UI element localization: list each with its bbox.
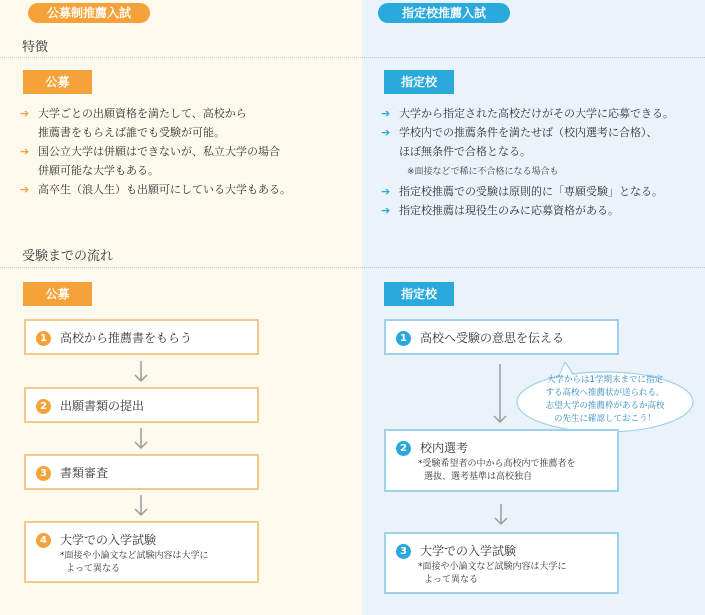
note-line: よって異なる	[66, 564, 121, 574]
arrow-down-icon	[494, 504, 508, 526]
step-label: 書類審査	[60, 466, 109, 480]
bubble-text	[522, 374, 688, 426]
arrow-right-icon: ➔	[381, 126, 391, 139]
arrow-right-icon: ➔	[381, 107, 391, 120]
feature-note: ※面接などで稀に不合格になる場合も	[407, 167, 559, 177]
bubble-line: 志望大学の推薦枠があるか高校	[545, 401, 665, 411]
step-number: 1	[396, 331, 411, 346]
kobo-features-list	[20, 104, 350, 199]
kobo-header-tab: 公募制推薦入試	[28, 3, 150, 23]
step-note	[418, 561, 567, 587]
arrow-right-icon: ➔	[381, 204, 391, 217]
step-label: 出願書類の提出	[60, 399, 145, 413]
list-item	[20, 123, 350, 142]
kobo-step-3	[24, 454, 259, 490]
step-number: 2	[396, 441, 411, 456]
bubble-line: する高校へ推薦状が送られる。	[545, 388, 665, 398]
note-line: よって異なる	[424, 575, 479, 585]
list-item	[20, 142, 350, 161]
step-label: 高校から推薦書をもらう	[60, 331, 193, 345]
features-title: 特徴	[22, 40, 49, 55]
step-number: 3	[396, 544, 411, 559]
step-note	[418, 458, 576, 484]
bubble-line: の先生に確認しておこう！	[553, 414, 656, 424]
flow-title: 受験までの流れ	[22, 249, 114, 264]
arrow-right-icon: ➔	[20, 183, 30, 196]
kobo-features-badge: 公募	[23, 70, 92, 94]
arrow-right-icon: ➔	[20, 107, 30, 120]
bubble-line: 大学からは1学期末までに指定	[547, 375, 663, 385]
shiteiko-step-2	[384, 429, 619, 492]
flow-divider	[0, 267, 705, 268]
step-label: 高校へ受験の意思を伝える	[420, 331, 565, 345]
step-label: 校内選考	[420, 441, 469, 455]
feature-text: 高卒生（浪人生）も出願可にしている大学もある。	[38, 183, 291, 196]
step-note	[60, 550, 209, 576]
step-number: 1	[36, 331, 51, 346]
kobo-step-4	[24, 521, 259, 583]
feature-text: 大学から指定された高校だけがその大学に応募できる。	[399, 107, 674, 120]
list-item	[20, 180, 350, 199]
feature-text: 大学ごとの出願資格を満たして、高校から	[38, 107, 247, 120]
step-label: 大学での入学試験	[420, 544, 517, 558]
step-number: 2	[36, 399, 51, 414]
feature-text: 国公立大学は併願はできないが、私立大学の場合	[38, 145, 280, 158]
feature-text: 学校内での推薦条件を満たせば（校内選考に合格）、	[399, 126, 658, 139]
arrow-down-icon	[134, 361, 148, 383]
list-item	[381, 182, 701, 201]
step-label: 大学での入学試験	[60, 533, 157, 547]
features-divider	[0, 57, 705, 58]
list-item	[381, 161, 701, 182]
list-item	[20, 161, 350, 180]
shiteiko-features-badge: 指定校	[384, 70, 454, 94]
kobo-step-2	[24, 387, 259, 423]
step-number: 3	[36, 466, 51, 481]
feature-text: 推薦書をもらえば誰でも受験が可能。	[38, 126, 225, 139]
feature-text: 指定校推薦は現役生のみに応募資格がある。	[399, 204, 619, 217]
arrow-down-icon	[493, 364, 507, 424]
list-item	[381, 123, 701, 142]
shiteiko-step-1	[384, 319, 619, 355]
arrow-down-icon	[134, 428, 148, 450]
note-line: *受験希望者の中から高校内で推薦者を	[418, 459, 576, 469]
note-line: *面接や小論文など試験内容は大学に	[60, 551, 209, 561]
feature-text: 指定校推薦での受験は原則的に「専願受験」となる。	[399, 185, 663, 198]
arrow-right-icon: ➔	[381, 185, 391, 198]
shiteiko-header-tab: 指定校推薦入試	[378, 3, 510, 23]
kobo-flow-badge: 公募	[23, 282, 92, 306]
shiteiko-features-list	[381, 104, 701, 220]
list-item	[381, 142, 701, 161]
step-number: 4	[36, 533, 51, 548]
shiteiko-step-3	[384, 532, 619, 594]
arrow-right-icon: ➔	[20, 145, 30, 158]
feature-text: 併願可能な大学もある。	[38, 164, 159, 177]
list-item	[381, 201, 701, 220]
feature-text: ほぼ無条件で合格となる。	[399, 145, 531, 158]
note-line: 選抜、選考基準は高校独自	[424, 472, 533, 482]
arrow-down-icon	[134, 495, 148, 517]
note-line: *面接や小論文など試験内容は大学に	[418, 562, 567, 572]
list-item	[381, 104, 701, 123]
shiteiko-flow-badge: 指定校	[384, 282, 454, 306]
list-item	[20, 104, 350, 123]
kobo-step-1	[24, 319, 259, 355]
